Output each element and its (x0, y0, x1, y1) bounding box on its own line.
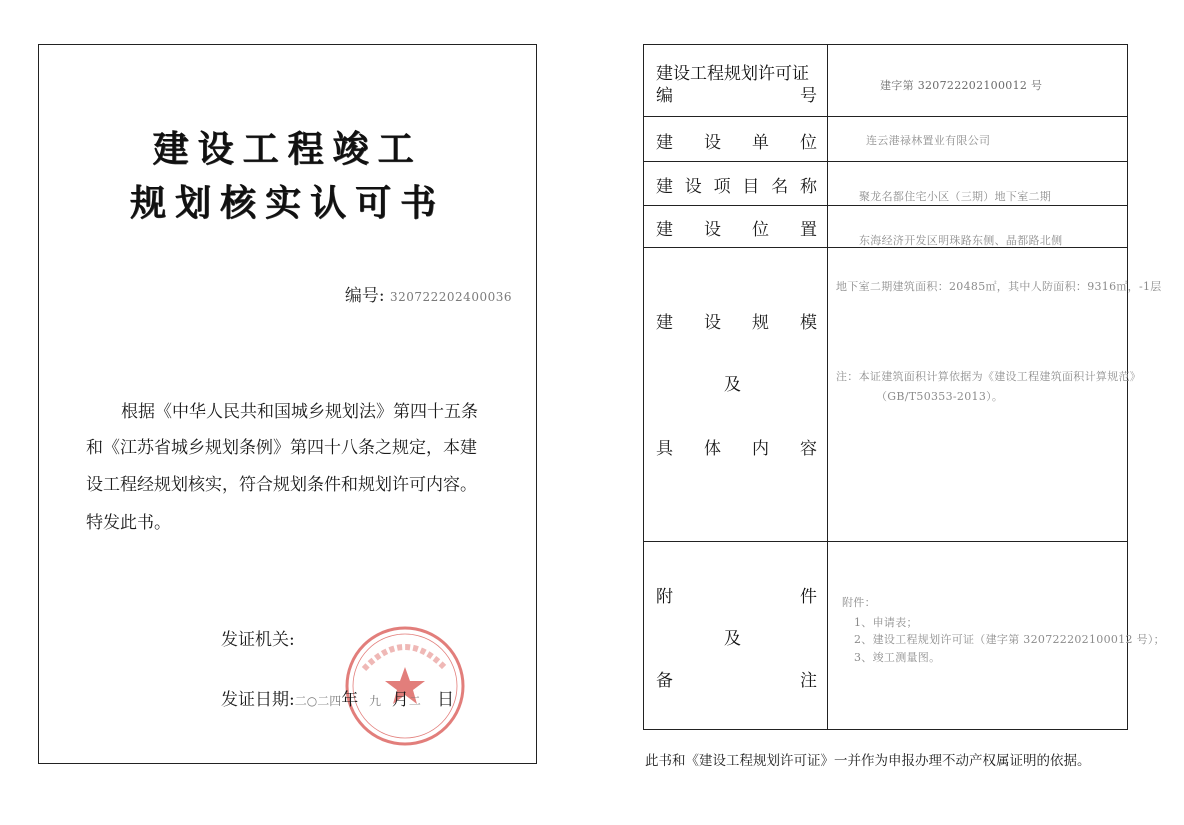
footer-note: 此书和《建设工程规划许可证》一并作为申报办理不动产权属证明的依据。 (645, 753, 1091, 769)
label-char: 置 (800, 220, 817, 240)
label-char: 目 (742, 177, 760, 197)
permit-info-table (643, 44, 1165, 730)
remarks-label-left: 备 (656, 671, 673, 691)
issue-date-month-unit: 月 (391, 690, 409, 710)
attach-label-middle: 及 (724, 629, 741, 649)
scale-label-line2: 及 (724, 375, 741, 395)
label-char: 称 (799, 177, 817, 197)
label-char: 建 (656, 313, 673, 333)
label-char: 设 (684, 177, 702, 197)
label-cell (644, 45, 828, 116)
label-char: 建 (656, 220, 673, 240)
certificate-number-label: 编号: (344, 286, 385, 306)
row-attachments (644, 542, 1165, 729)
label-char: 模 (800, 313, 817, 333)
issue-date-month-value: 九 (369, 694, 382, 708)
label-char: 建 (656, 133, 673, 153)
certificate-title-line1: 建设工程竣工 (152, 128, 423, 170)
certificate-body-line4: 特发此书。 (86, 513, 171, 533)
scale-label-line3 (656, 434, 817, 459)
label-char: 设 (704, 133, 721, 153)
label-char: 具 (656, 439, 673, 459)
row-project-name (644, 162, 1127, 206)
attachment-item: 1、申请表； (854, 616, 918, 629)
label-char: 设 (704, 313, 721, 333)
attach-label-right: 件 (800, 587, 817, 607)
attach-label-left: 附 (656, 587, 673, 607)
certificate-number-value: 320722202400036 (389, 290, 512, 304)
label-char: 位 (800, 133, 817, 153)
certificate-body-line3: 设工程经规划核实，符合规划条件和规划许可内容。 (86, 475, 477, 495)
permit-number-value: 建字第 320722202100012 号 (880, 79, 1043, 92)
row-permit-number (644, 45, 1127, 117)
attachments-title: 附件： (842, 596, 876, 609)
label-cell (644, 206, 828, 247)
issue-date-year-unit: 年 (341, 690, 359, 710)
permit-number-label-top: 建设工程规划许可证 (656, 64, 809, 84)
label-char: 单 (752, 133, 769, 153)
attachment-item: 2、建设工程规划许可证（建字第 320722202100012 号）； (854, 633, 1165, 646)
issue-date-label: 发证日期: (221, 690, 295, 710)
label-char: 规 (752, 313, 769, 333)
row-scale-content (644, 248, 1162, 542)
label-cell (644, 117, 828, 161)
construction-unit-value: 连云港禄林置业有限公司 (866, 134, 991, 147)
location-value: 东海经济开发区明珠路东侧、晶都路北侧 (859, 234, 1063, 247)
label-cell (644, 162, 828, 205)
label-char: 容 (800, 439, 817, 459)
issue-date-year-value: 二○二四 (294, 694, 342, 708)
project-name-label (656, 172, 817, 197)
scale-note-line1: 注：本证建筑面积计算依据为《建设工程建筑面积计算规范》 (836, 370, 1142, 383)
label-char: 设 (704, 220, 721, 240)
label-char: 内 (752, 439, 769, 459)
scale-value: 地下室二期建筑面积：20485㎡，其中人防面积：9316㎡，-1层 (836, 280, 1162, 293)
project-name-value: 聚龙名都住宅小区（三期）地下室二期 (859, 190, 1052, 203)
row-location (644, 206, 1127, 248)
issue-date-day-value: 二 (408, 694, 421, 708)
label-char: 名 (771, 177, 789, 197)
certificate-body-line2: 和《江苏省城乡规划条例》第四十八条之规定，本建 (86, 438, 477, 458)
issue-date-day-unit: 日 (437, 690, 455, 710)
label-char: 位 (752, 220, 769, 240)
label-char: 体 (704, 439, 721, 459)
remarks-label-right: 注 (800, 671, 817, 691)
scale-note-line2: （GB/T50353-2013）。 (876, 390, 1004, 403)
issuing-authority-label: 发证机关: (221, 630, 295, 650)
issue-date (221, 685, 454, 710)
certificate-body-line1: 根据《中华人民共和国城乡规划法》第四十五条 (121, 402, 478, 422)
label-cell (644, 542, 828, 729)
completion-certificate (38, 44, 537, 764)
construction-unit-label (656, 128, 817, 153)
label-char: 建 (656, 177, 673, 197)
certificate-number (345, 281, 512, 306)
label-cell (644, 248, 828, 541)
scale-label-line1 (656, 308, 817, 333)
label-char: 项 (713, 177, 731, 197)
permit-number-label-right: 号 (800, 86, 817, 106)
attachment-item: 3、竣工测量图。 (854, 651, 941, 664)
location-label (656, 215, 817, 240)
row-construction-unit (644, 117, 1127, 162)
certificate-title-line2: 规划核实认可书 (129, 182, 445, 224)
permit-number-label-left: 编 (656, 86, 673, 106)
